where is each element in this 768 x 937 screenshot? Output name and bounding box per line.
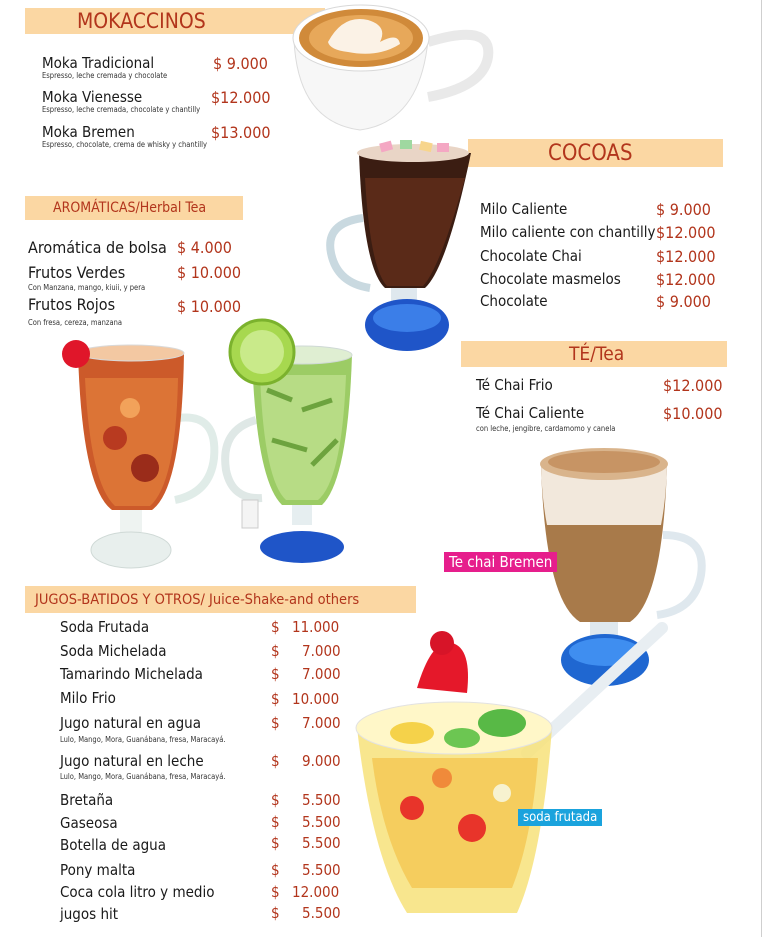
currency-symbol: $	[271, 642, 280, 660]
currency-symbol: $	[271, 883, 280, 901]
jugos-banner	[25, 586, 416, 613]
menu-item: Frutos Rojos	[28, 295, 116, 314]
menu-item: Chocolate Chai	[480, 247, 582, 265]
currency-symbol: $	[271, 665, 280, 683]
item-price: 5.500	[302, 813, 341, 831]
menu-item: Bretaña	[60, 791, 114, 809]
cocoas-banner	[468, 139, 723, 167]
item-price: 7.000	[302, 714, 341, 732]
item-price: 7.000	[302, 642, 341, 660]
item-price: $ 9.000	[656, 292, 711, 311]
item-price: 7.000	[302, 665, 341, 683]
menu-item: Moka Bremen	[42, 123, 135, 141]
menu-item: Jugo natural en leche	[60, 752, 204, 770]
item-price: 10.000	[292, 690, 340, 708]
mokaccinos-title: MOKACCINOS	[77, 9, 206, 33]
item-price: $ 10.000	[177, 297, 242, 316]
item-price: $12.000	[211, 88, 271, 107]
menu-item: Coca cola litro y medio	[60, 883, 215, 901]
currency-symbol: $	[271, 690, 280, 708]
menu-item: Moka Vienesse	[42, 88, 143, 106]
menu-item: jugos hit	[60, 905, 119, 923]
currency-symbol: $	[271, 714, 280, 732]
menu-item: Botella de agua	[60, 836, 166, 854]
menu-item: Milo caliente con chantilly	[480, 223, 656, 241]
currency-symbol: $	[271, 618, 280, 636]
item-price: $12.000	[663, 376, 723, 395]
item-price: 5.500	[302, 861, 341, 879]
item-price: $ 4.000	[177, 238, 232, 257]
menu-item: Soda Frutada	[60, 618, 150, 636]
te-chai-bremen-tag: Te chai Bremen	[444, 552, 557, 572]
aromaticas-title: AROMÁTICAS/Herbal Tea	[53, 200, 207, 216]
currency-symbol: $	[271, 861, 280, 879]
currency-symbol: $	[271, 752, 280, 770]
mokaccinos-banner	[25, 8, 325, 34]
item-price: 12.000	[292, 883, 340, 901]
red-fruit-tea-glass-image	[60, 338, 220, 573]
item-description: Espresso, leche cremada y chocolate	[42, 71, 168, 80]
aromaticas-banner	[25, 196, 243, 220]
item-price: 11.000	[292, 618, 340, 636]
item-price: 5.500	[302, 791, 341, 809]
te-title: TÉ/Tea	[569, 343, 625, 365]
item-price: 5.500	[302, 904, 341, 922]
menu-item: Té Chai Caliente	[476, 404, 585, 422]
item-price: $10.000	[663, 404, 723, 423]
menu-item: Aromática de bolsa	[28, 238, 167, 257]
soda-frutada-glass-image	[352, 618, 672, 928]
menu-item: Frutos Verdes	[28, 263, 126, 282]
item-description: Espresso, chocolate, crema de whisky y chantilly	[42, 140, 207, 149]
item-price: $13.000	[211, 123, 271, 142]
te-banner	[461, 341, 727, 367]
item-price: 5.500	[302, 834, 341, 852]
item-description: Lulo, Mango, Mora, Guanábana, fresa, Maracayá.	[60, 735, 226, 744]
item-price: 9.000	[302, 752, 341, 770]
menu-item: Chocolate	[480, 292, 548, 310]
menu-item: Moka Tradicional	[42, 54, 155, 72]
item-description: Lulo, Mango, Mora, Guanábana, fresa, Maracayá.	[60, 772, 226, 781]
menu-item: Tamarindo Michelada	[60, 665, 203, 683]
menu-item: Milo Frio	[60, 689, 116, 707]
currency-symbol: $	[271, 813, 280, 831]
cocoas-title: COCOAS	[548, 140, 633, 166]
page-border	[761, 0, 762, 937]
menu-item: Jugo natural en agua	[60, 714, 201, 732]
item-price: $12.000	[656, 247, 716, 266]
item-price: $ 9.000	[656, 200, 711, 219]
item-description: Espresso, leche cremada, chocolate y chantilly	[42, 105, 201, 114]
menu-item: Gaseosa	[60, 814, 118, 832]
item-price: $12.000	[656, 270, 716, 289]
item-price: $12.000	[656, 223, 716, 242]
soda-frutada-tag: soda frutada	[518, 809, 602, 826]
item-description: con leche, jengibre, cardamomo y canela	[476, 424, 616, 433]
item-description: Con Manzana, mango, kiuii, y pera	[28, 283, 146, 292]
item-price: $ 10.000	[177, 263, 242, 282]
currency-symbol: $	[271, 791, 280, 809]
currency-symbol: $	[271, 904, 280, 922]
green-fruit-tea-glass-image	[222, 320, 357, 565]
menu-item: Pony malta	[60, 861, 136, 879]
item-description: Con fresa, cereza, manzana	[28, 318, 122, 327]
menu-item: Té Chai Frio	[476, 376, 553, 394]
menu-item: Chocolate masmelos	[480, 270, 621, 288]
menu-item: Soda Michelada	[60, 642, 167, 660]
item-price: $ 9.000	[213, 54, 268, 73]
currency-symbol: $	[271, 834, 280, 852]
menu-item: Milo Caliente	[480, 200, 568, 218]
jugos-title: JUGOS-BATIDOS Y OTROS/ Juice-Shake-and others	[35, 591, 360, 608]
latte-cup-image	[288, 2, 498, 137]
